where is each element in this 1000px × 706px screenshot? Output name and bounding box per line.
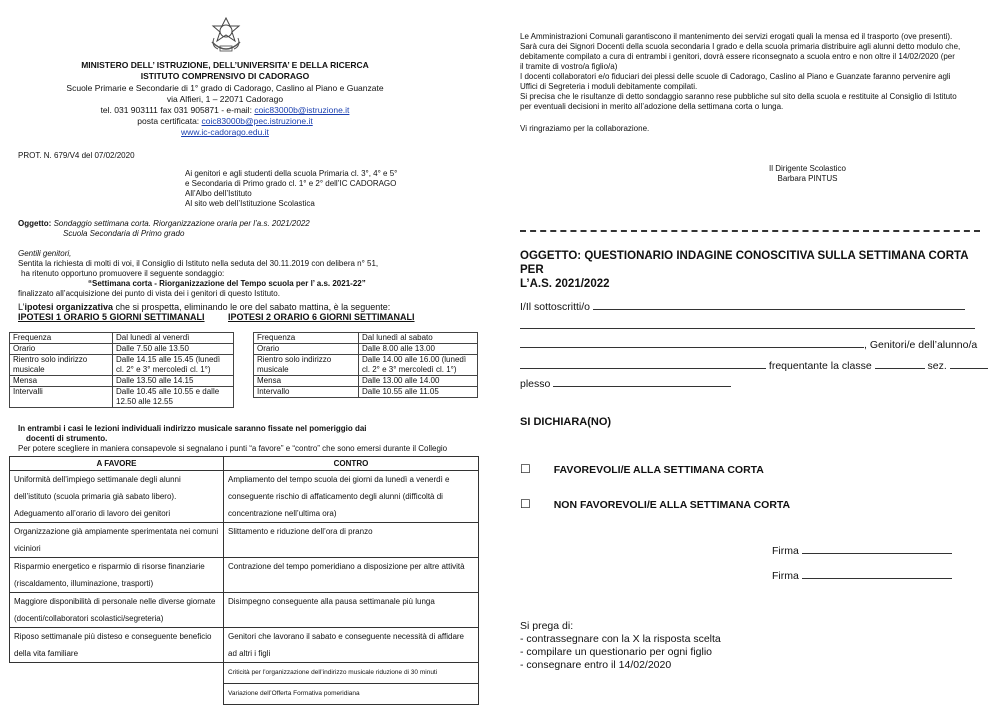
instruction-item: - contrassegnare con la X la risposta scelta (520, 633, 721, 645)
pro-con-table (9, 456, 479, 705)
greeting: Gentili genitori, (18, 249, 72, 258)
table-row (10, 684, 479, 705)
protocol-number: PROT. N. 679/V4 del 07/02/2020 (18, 151, 135, 160)
table-cell: Frequenza (254, 333, 359, 344)
thanks-line: Vi ringraziamo per la collaborazione. (520, 124, 650, 133)
undersigned-row (520, 298, 965, 316)
hypothesis-intro (18, 302, 390, 312)
plesso-label: plesso (520, 378, 551, 390)
pec-link[interactable]: coic83000b@pec.istruzione.it (201, 116, 313, 126)
contacts-line (15, 105, 435, 116)
recipient-line: All’Albo dell’Istituto (185, 189, 252, 198)
plesso-row (520, 375, 731, 393)
checkbox-icon[interactable]: ☐ (520, 497, 531, 511)
class-field[interactable] (875, 368, 925, 369)
subject-label: Oggetto: (18, 219, 52, 228)
table-row (10, 471, 479, 523)
survey-title: “Settimana corta - Riorganizzazione del Tempo scuola per l’ a.s. 2021-22” (88, 279, 366, 288)
table-row (10, 663, 479, 684)
table-cell: Mensa (254, 376, 359, 387)
table-row (10, 523, 479, 558)
email-link[interactable]: coic83000b@istruzione.it (254, 105, 350, 115)
table-header-row (10, 457, 479, 471)
body-paragraph: finalizzato all’acquisizione dei punto di vista dei i genitori di questo Istituto. (18, 289, 280, 298)
name-field-line[interactable] (520, 328, 975, 329)
signature-field[interactable] (802, 553, 952, 554)
instruction-item: - consegnare entro il 14/02/2020 (520, 659, 672, 671)
paragraph-line: per eventuali decisioni in merito all’adozione della settimana corta o lunga. (520, 102, 784, 111)
hyp-intro-post: che si prospetta, eliminando le ore del sabato mattina, è la seguente: (113, 302, 391, 312)
pro-cell: Risparmio energetico e risparmio di risorse finanziarie (riscaldamento, illuminazione, trasporti) (10, 558, 224, 593)
cut-line-divider (520, 230, 980, 232)
student-name-field[interactable] (520, 368, 766, 369)
signer-name: Barbara PINTUS (777, 174, 838, 183)
table-cell: Dal lunedì al venerdì (113, 333, 234, 344)
music-note (18, 424, 488, 454)
header-pro: A FAVORE (10, 457, 224, 471)
table-row (10, 333, 234, 344)
parents-label: , Genitori/e dell’alunno/a (864, 339, 978, 351)
section-field[interactable] (950, 368, 988, 369)
recipient-line: e Secondaria di Primo grado cl. 1° e 2° dell’IC CADORAGO (185, 179, 397, 188)
letter-body (18, 249, 438, 299)
table-cell: Dalle 10.45 alle 10.55 e dalle 12.50 alle 12.55 (113, 387, 234, 408)
parents-row (520, 336, 977, 354)
note-line: Per potere scegliere in maniera consapevole si segnalano i punti “a favore” e “contro” che sono emersi durante il Collegio (18, 444, 448, 453)
plesso-field[interactable] (553, 386, 731, 387)
paragraph-line: Uffici di Segreteria i moduli debitamente compilati. (520, 82, 698, 91)
header-con: CONTRO (224, 457, 479, 471)
table-row (10, 344, 234, 355)
recipient-line: Al sito web dell’Istituzione Scolastica (185, 199, 315, 208)
table-cell: Dal lunedì al sabato (359, 333, 478, 344)
table-row (254, 376, 478, 387)
schools-line: Scuole Primarie e Secondarie di 1° grado di Cadorago, Caslino al Piano e Guanzate (66, 83, 384, 93)
class-row (520, 357, 988, 375)
table-row (254, 355, 478, 376)
undersigned-label: I/Il sottoscritti/o (520, 301, 591, 313)
table-cell: Dalle 13.00 alle 14.00 (359, 376, 478, 387)
table-cell: Dalle 13.50 alle 14.15 (113, 376, 234, 387)
subject-sub: Scuola Secondaria di Primo grado (63, 229, 185, 238)
paragraph-line: Sarà cura dei Signori Docenti della scuola secondaria I grado e della scuola primaria distribuire agli alunni detto modulo che, (520, 42, 961, 51)
signature-field[interactable] (802, 578, 952, 579)
class-label: frequentante la classe (768, 360, 872, 372)
table-row (10, 628, 479, 663)
con-cell: Ampliamento del tempo scuola dei giorni da lunedì a venerdì e conseguente rischio di affaticamento degli alunni (difficoltà di concentrazione nell’ultima ora) (224, 471, 479, 523)
option-favorable[interactable] (520, 462, 764, 476)
declare-heading: SI DICHIARA(NO) (520, 416, 612, 428)
paragraph-line: Le Amministrazioni Comunali garantiscono il mantenimento dei servizi erogati quali la mensa ed il trasporto (ove presenti). (520, 32, 953, 41)
pec-prefix: posta certificata: (137, 116, 200, 126)
table-row (10, 355, 234, 376)
option-label: FAVOREVOLI/E ALLA SETTIMANA CORTA (553, 464, 764, 476)
instructions-title: Si prega di: (520, 620, 574, 632)
table-cell: Dalle 8.00 alle 13.00 (359, 344, 478, 355)
table-cell: Orario (254, 344, 359, 355)
subject-block (18, 219, 310, 239)
form-title-line: OGGETTO: QUESTIONARIO INDAGINE CONOSCITIVA SULLA SETTIMANA CORTA PER (520, 250, 969, 276)
con-cell: Genitori che lavorano il sabato e conseguente necessità di affidare ad altri i figli (224, 628, 479, 663)
table-row (10, 376, 234, 387)
pro-cell: Organizzazione già ampiamente sperimentata nei comuni viciniori (10, 523, 224, 558)
address-line: via Alfieri, 1 – 22071 Cadorago (166, 94, 284, 104)
note-bold: In entrambi i casi le lezioni individuali indirizzo musicale saranno fissate nel pomeriggio dai (18, 424, 367, 433)
table-cell: Rientro solo indirizzo musicale (254, 355, 359, 376)
table-row (254, 387, 478, 398)
institute-name: ISTITUTO COMPRENSIVO DI CADORAGO (140, 71, 310, 81)
table-cell: Mensa (10, 376, 113, 387)
paragraph-line: il tramite di vostro/a figlio/a) (520, 62, 618, 71)
hyp2-title: IPOTESI 2 ORARIO 6 GIORNI SETTIMANALI (228, 312, 415, 322)
paragraph-line: debitamente compilato a cura di entrambi i genitori, dovrà essere riconsegnato a scuola entro e non oltre il 14/02/2020 (per (520, 52, 955, 61)
checkbox-icon[interactable]: ☐ (520, 462, 531, 476)
table-cell: Dalle 7.50 alle 13.50 (113, 344, 234, 355)
signer-title: Il Dirigente Scolastico (769, 164, 846, 173)
pro-cell: Maggiore disponibilità di personale nelle diverse giornate (docenti/collaboratori scolastici/segreteria) (10, 593, 224, 628)
table-row (10, 387, 234, 408)
table-cell: Rientro solo indirizzo musicale (10, 355, 113, 376)
recipients (185, 169, 397, 209)
hyp2-table (253, 332, 478, 398)
option-label: NON FAVOREVOLI/E ALLA SETTIMANA CORTA (553, 499, 791, 511)
table-cell: Intervallo (254, 387, 359, 398)
table-cell: Dalle 10.55 alle 11.05 (359, 387, 478, 398)
instruction-item: - compilare un questionario per ogni figlio (520, 646, 713, 658)
pro-cell: Uniformità dell’impiego settimanale degli alunni dell’istituto (scuola primaria già sabato libero). Adeguamento all’orario di lavoro dei genitori (10, 471, 224, 523)
website-link[interactable]: www.ic-cadorago.edu.it (181, 127, 269, 137)
pec-line (15, 116, 435, 127)
signature-row (772, 542, 952, 560)
closing-paragraphs (520, 32, 990, 112)
table-row (254, 344, 478, 355)
subject-text: Sondaggio settimana corta. Riorganizzazione oraria per l’a.s. 2021/2022 (53, 219, 310, 228)
signature-row (772, 567, 952, 585)
instructions (520, 620, 721, 672)
con-cell: Disimpegno conseguente alla pausa settimanale più lunga (224, 593, 479, 628)
note-bold: docenti di strumento. (26, 434, 108, 443)
website-line (15, 127, 435, 138)
option-not-favorable[interactable] (520, 497, 790, 511)
table-cell: Orario (10, 344, 113, 355)
hyp1-table (9, 332, 234, 408)
table-cell: Dalle 14.15 alle 15.45 (lunedì cl. 2° e 3° mercoledì cl. 1°) (113, 355, 234, 376)
con-cell: Slittamento e riduzione dell’ora di pranzo (224, 523, 479, 558)
table-row (254, 333, 478, 344)
section-label: sez. (927, 360, 947, 372)
table-cell: Frequenza (10, 333, 113, 344)
form-title-line: L’A.S. 2021/2022 (520, 278, 610, 290)
hyp-intro-pre: L’ (18, 302, 25, 312)
con-cell: Criticità per l’organizzazione dell’indirizzo musicale riduzione di 30 minuti (224, 663, 479, 684)
table-cell: Dalle 14.00 alle 16.00 (lunedì cl. 2° e 3° mercoledì cl. 1°) (359, 355, 478, 376)
table-row (10, 593, 479, 628)
contacts-prefix: tel. 031 903111 fax 031 905871 - e-mail: (100, 105, 252, 115)
form-title (520, 249, 990, 291)
parents-field[interactable] (520, 347, 864, 348)
recipient-line: Ai genitori e agli studenti della scuola Primaria cl. 3°, 4° e 5° (185, 169, 398, 178)
table-cell: Intervalli (10, 387, 113, 408)
body-paragraph: Sentita la richiesta di molti di voi, il Consiglio di Istituto nella seduta del 30.11.2019 con delibera n° 51, (18, 259, 379, 268)
undersigned-field[interactable] (593, 309, 965, 310)
con-cell: Contrazione del tempo pomeridiano a disposizione per altre attività (224, 558, 479, 593)
body-paragraph: ha ritenuto opportuno promuovere il seguente sondaggio: (21, 269, 225, 278)
paragraph-line: Si precisa che le risultanze di detto sondaggio saranno rese pubbliche sul sito della scuola e restituite al Consiglio di Istituto (520, 92, 957, 101)
hyp-intro-bold: ipotesi organizzativa (24, 302, 114, 312)
table-row (10, 558, 479, 593)
signature-label: Firma (772, 570, 799, 582)
signature-label: Firma (772, 545, 799, 557)
hyp1-title: IPOTESI 1 ORARIO 5 GIORNI SETTIMANALI (18, 312, 205, 322)
republic-emblem (208, 16, 244, 56)
paragraph-line: I docenti collaboratori e/o fiduciari dei plessi delle scuole di Cadorago, Caslino al Piano e Guanzate faranno pervenire agli (520, 72, 951, 81)
pro-cell: Riposo settimanale più disteso e conseguente beneficio della vita familiare (10, 628, 224, 663)
con-cell: Variazione dell’Offerta Formativa pomeridiana (224, 684, 479, 705)
ministry-name: MINISTERO DELL’ ISTRUZIONE, DELL’UNIVERSITA’ E DELLA RICERCA (81, 60, 369, 70)
